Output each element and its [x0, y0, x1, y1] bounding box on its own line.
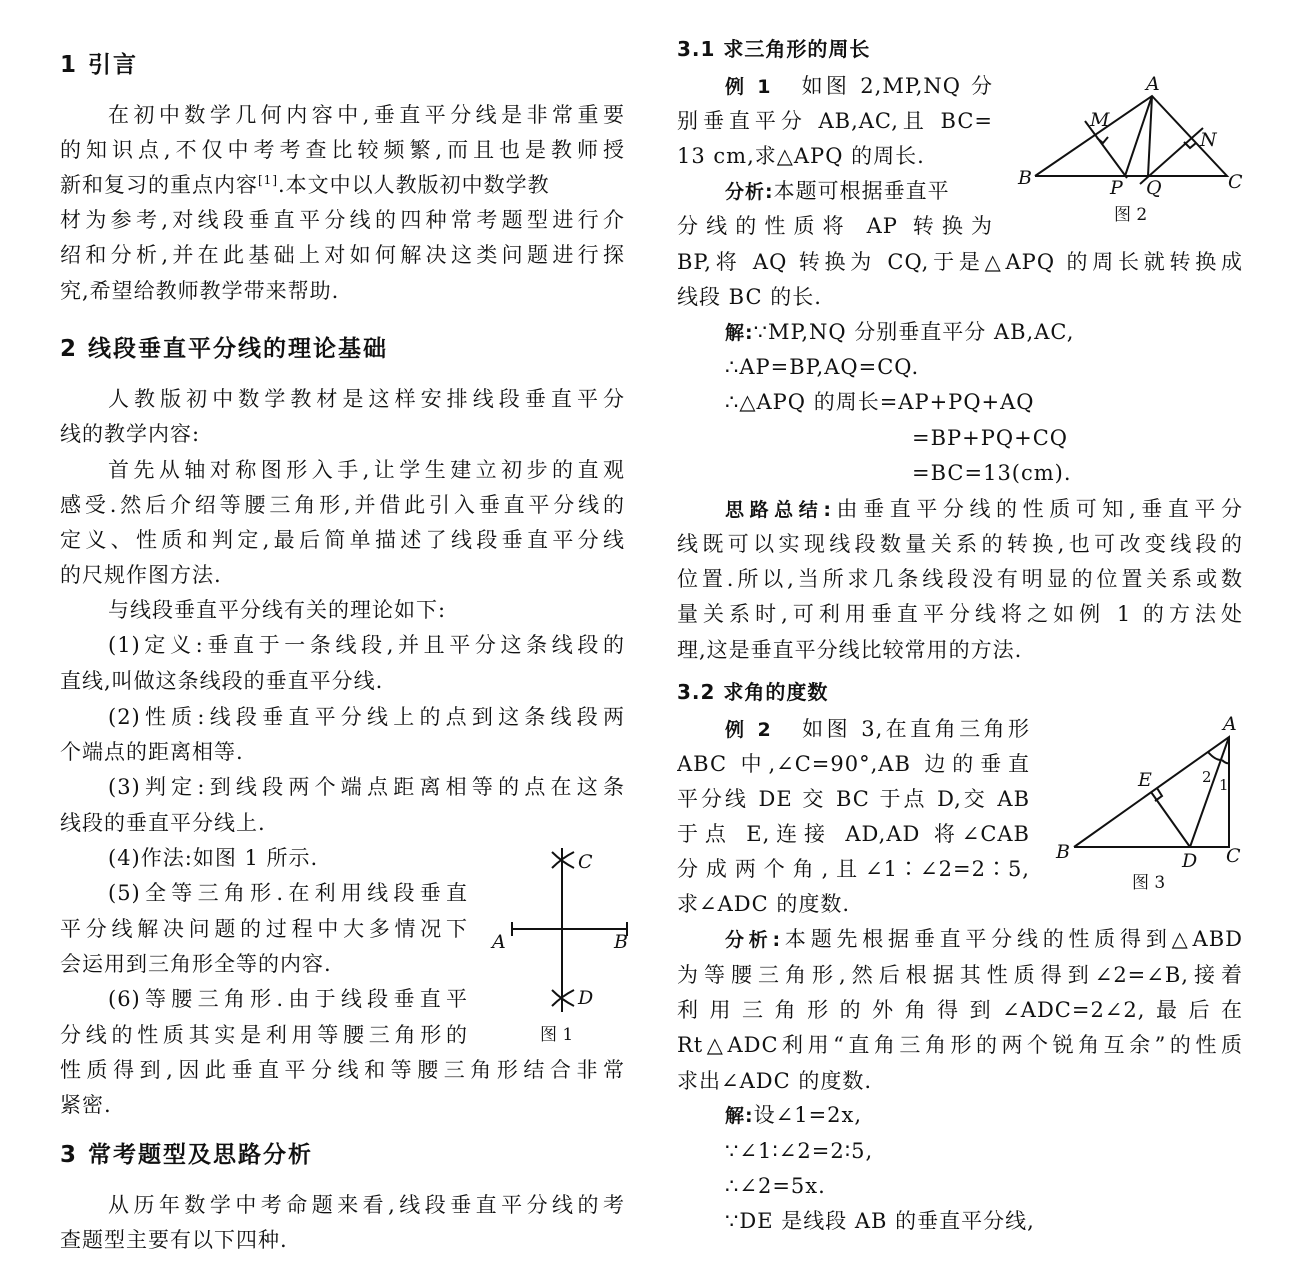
text-segment: .本文中以人教版初中数学教 [278, 173, 550, 197]
text-line: (3)判定:到线段两个端点距离相等的点在这条 [108, 775, 625, 799]
text-line: ∵DE 是线段 AB 的垂直平分线, [725, 1209, 1035, 1233]
text-line: 的尺规作图方法. [60, 563, 222, 587]
text-line: ∴∠2=5x. [725, 1174, 826, 1198]
text-segment: 新和复习的重点内容 [60, 173, 258, 197]
text-line: 分线的性质将 AP 转换为 [677, 214, 993, 238]
section-1-heading: 1 引言 [60, 52, 139, 78]
text-line: BP,将 AQ 转换为 CQ,于是△APQ 的周长就转换成 [677, 250, 1243, 274]
text-line: 在初中数学几何内容中,垂直平分线是非常重要 [108, 103, 625, 127]
section-3-1-heading: 3.1 求三角形的周长 [677, 37, 871, 61]
label-c: C [1226, 845, 1241, 867]
text-line: 平分线解决问题的过程中大多情况下 [60, 917, 468, 941]
text-line: 13 cm,求△APQ 的周长. [677, 144, 925, 168]
angle-arc-2 [1208, 752, 1221, 760]
text-line: ∴△APQ 的周长=AP+PQ+AQ [725, 390, 1035, 414]
text-line [725, 924, 1243, 954]
text-segment: 本题可根据垂直平 [773, 179, 950, 203]
text-line: 为等腰三角形,然后根据其性质得到∠2=∠B,接着 [677, 963, 1243, 987]
label-b: B [1056, 841, 1070, 863]
figure-1-perpendicular-bisector-construction [480, 840, 640, 1050]
text-segment: 设∠1=2x, [753, 1103, 863, 1127]
label-m: M [1090, 109, 1110, 131]
label-a: A [1223, 713, 1237, 735]
text-segment: 如图 2,MP,NQ 分 [801, 74, 993, 98]
text-line: 从历年数学中考命题来看,线段垂直平分线的考 [108, 1193, 625, 1217]
solution-label: 解: [725, 322, 754, 344]
label-c: C [578, 851, 593, 873]
text-segment: ∵MP,NQ 分别垂直平分 AB,AC, [753, 320, 1075, 344]
label-angle-2: 2 [1202, 768, 1212, 786]
text-line: 求出∠ADC 的度数. [677, 1069, 873, 1093]
text-line [725, 1100, 1243, 1130]
text-segment: 如图 3,在直角三角形 [802, 717, 1030, 741]
text-line: 究,希望给教师教学带来帮助. [60, 279, 340, 303]
text-line: 位置.所以,当所求几条线段没有明显的位置关系或数 [677, 567, 1243, 591]
solution-label: 解: [725, 1105, 754, 1127]
label-n: N [1200, 129, 1217, 151]
text-line: 量关系时,可利用垂直平分线将之如例 1 的方法处 [677, 602, 1243, 626]
text-line: 线段 BC 的长. [677, 285, 822, 309]
text-line: 分成两个角,且∠1∶∠2=2∶5, [677, 857, 1030, 881]
citation: [1] [258, 173, 278, 187]
text-line: Rt△ADC利用“直角三角形的两个锐角互余”的性质 [677, 1033, 1243, 1057]
text-line [725, 494, 1243, 524]
text-line: 线既可以实现线段数量关系的转换,也可改变线段的 [677, 532, 1243, 556]
label-c: C [1228, 171, 1243, 193]
text-line: 求∠ADC 的度数. [677, 892, 851, 916]
text-line: 首先从轴对称图形入手,让学生建立初步的直观 [108, 458, 625, 482]
figure-caption: 图 2 [1114, 205, 1148, 225]
triangle-abc [1035, 96, 1227, 176]
text-line: 理,这是垂直平分线比较常用的方法. [677, 638, 1023, 662]
text-line: (4)作法:如图 1 所示. [108, 846, 319, 870]
text-line: 绍和分析,并在此基础上对如何解决这类问题进行探 [60, 243, 625, 267]
label-b: B [614, 931, 628, 953]
text-line: (2)性质:线段垂直平分线上的点到这条线段两 [108, 705, 625, 729]
text-line: ABC 中,∠C=90°,AB 边的垂直 [677, 752, 1030, 776]
label-p: P [1110, 177, 1123, 199]
text-line: =BP+PQ+CQ [912, 426, 1068, 450]
text-line: 人教版初中数学教材是这样安排线段垂直平分 [108, 387, 625, 411]
text-line: 分线的性质其实是利用等腰三角形的 [60, 1023, 468, 1047]
text-line: ∵∠1∶∠2=2∶5, [725, 1139, 874, 1163]
text-line [60, 170, 625, 200]
text-line: 查题型主要有以下四种. [60, 1228, 288, 1252]
label-e: E [1138, 769, 1152, 791]
text-line: (1)定义:垂直于一条线段,并且平分这条线段的 [108, 633, 625, 657]
text-line: 与线段垂直平分线有关的理论如下: [108, 598, 447, 622]
summary-label: 思路总结: [725, 499, 832, 521]
text-line: 的知识点,不仅中考考查比较频繁,而且也是教师授 [60, 138, 625, 162]
label-d: D [578, 987, 594, 1009]
text-line: 别垂直平分 AB,AC,且 BC= [677, 109, 993, 133]
label-a: A [492, 931, 506, 953]
text-line: 于点 E,连接 AD,AD 将∠CAB [677, 822, 1030, 846]
label-a: A [1146, 73, 1160, 95]
text-line: 直线,叫做这条线段的垂直平分线. [60, 669, 384, 693]
analysis-label: 分析: [725, 929, 782, 951]
angle-arc-1 [1222, 760, 1229, 763]
text-line: 材为参考,对线段垂直平分线的四种常考题型进行介 [60, 208, 625, 232]
text-line: 线段的垂直平分线上. [60, 811, 266, 835]
text-line [725, 317, 1243, 347]
text-line: 利用三角形的外角得到∠ADC=2∠2,最后在 [677, 998, 1243, 1022]
example-label: 例 2 [725, 719, 772, 741]
text-segment: 本题先根据垂直平分线的性质得到△ABD [781, 927, 1243, 951]
text-line [725, 714, 1030, 744]
text-line: 线的教学内容: [60, 422, 201, 446]
section-3-2-heading: 3.2 求角的度数 [677, 680, 829, 704]
text-line: 感受.然后介绍等腰三角形,并借此引入垂直平分线的 [60, 493, 625, 517]
label-angle-1: 1 [1219, 776, 1229, 794]
figure-2-triangle-apq [1010, 70, 1255, 230]
text-line: 紧密. [60, 1093, 112, 1117]
figure-caption: 图 1 [540, 1025, 574, 1045]
text-line: 个端点的距离相等. [60, 740, 244, 764]
text-line: (5)全等三角形.在利用线段垂直 [108, 881, 468, 905]
text-segment: 由垂直平分线的性质可知,垂直平分 [831, 497, 1243, 521]
text-line: ∴AP=BP,AQ=CQ. [725, 355, 920, 379]
figure-3-right-triangle-abc [1050, 710, 1260, 900]
section-3-heading: 3 常考题型及思路分析 [60, 1142, 314, 1168]
text-line [725, 71, 993, 101]
label-q: Q [1146, 177, 1162, 199]
example-label: 例 1 [725, 76, 772, 98]
figure-caption: 图 3 [1132, 873, 1166, 893]
label-d: D [1182, 850, 1198, 872]
text-line: 性质得到,因此垂直平分线和等腰三角形结合非常 [60, 1058, 625, 1082]
text-line: =BC=13(cm). [912, 461, 1072, 485]
text-line: 平分线 DE 交 BC 于点 D,交 AB [677, 787, 1030, 811]
section-2-heading: 2 线段垂直平分线的理论基础 [60, 336, 389, 362]
right-angle-n [1184, 142, 1196, 148]
analysis-label: 分析: [725, 181, 774, 203]
label-b: B [1018, 167, 1032, 189]
text-line: (6)等腰三角形.由于线段垂直平 [108, 987, 468, 1011]
text-line: 会运用到三角形全等的内容. [60, 952, 332, 976]
text-line: 定义、性质和判定,最后简单描述了线段垂直平分线 [60, 528, 625, 552]
